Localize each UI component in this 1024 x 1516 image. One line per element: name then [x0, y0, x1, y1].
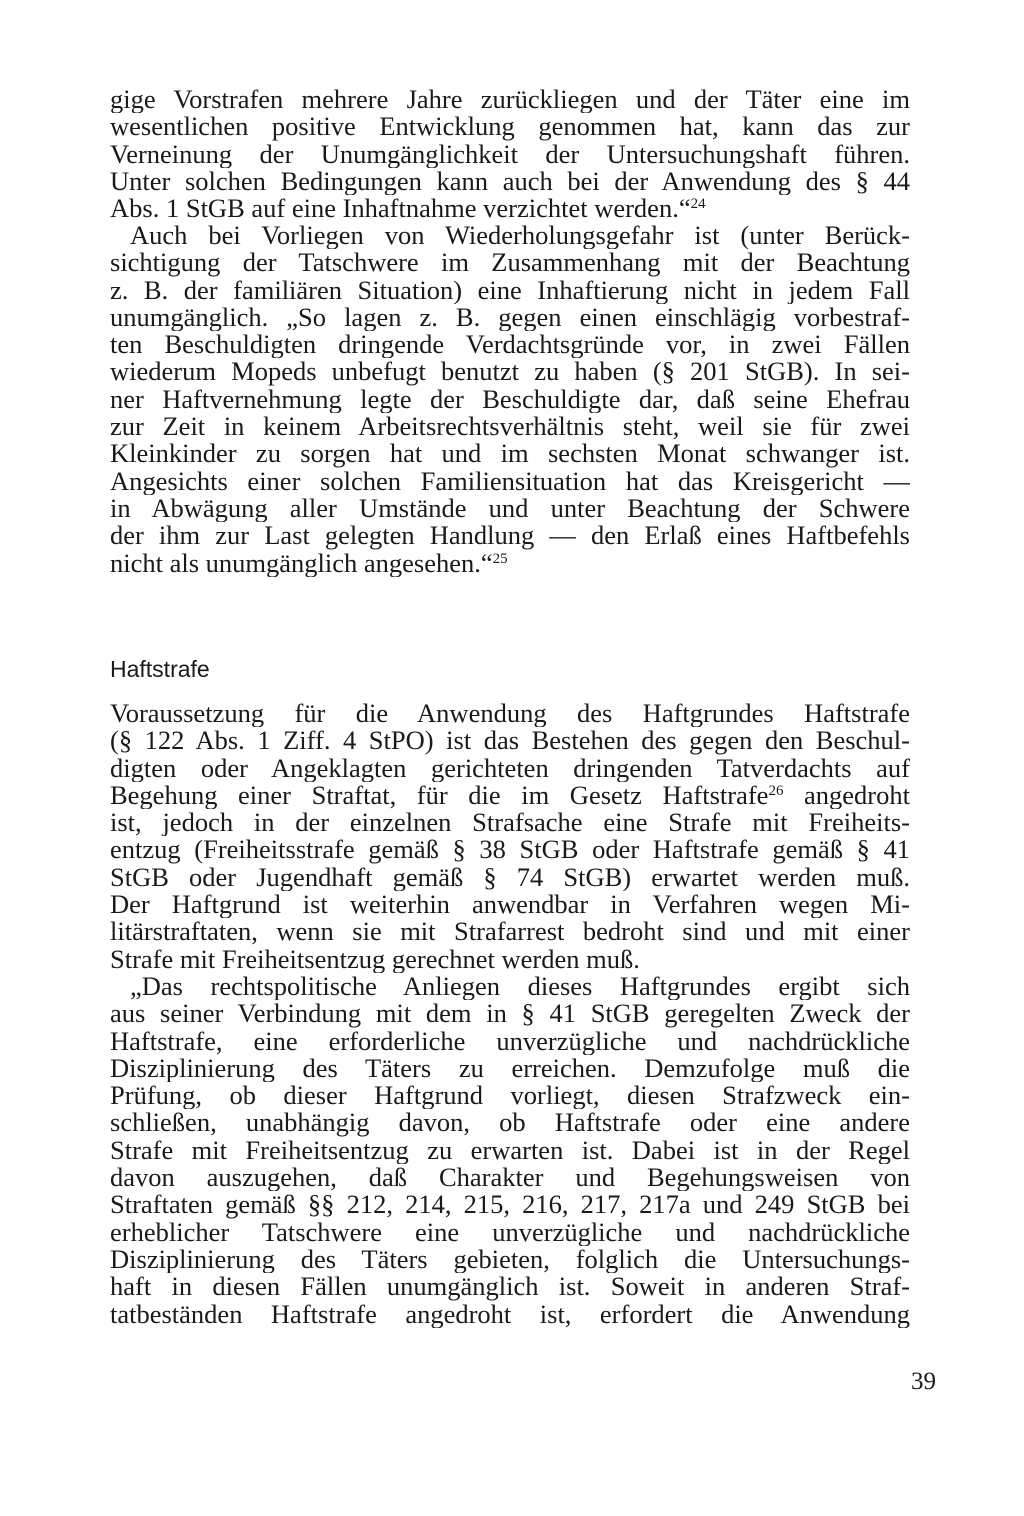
text-line: Strafe mit Freiheitsentzug gerechnet werden muß.: [110, 945, 640, 973]
text-line: z. B. der familiären Situation) eine Inhaftierung nicht in jedem Fall: [110, 276, 910, 304]
text-line: schließen, unabhängig davon, ob Haftstrafe oder eine andere: [110, 1109, 910, 1137]
footnote-marker: 25: [492, 550, 508, 567]
text-line: ner Haftvernehmung legte der Beschuldigte dar, daß seine Ehefrau: [110, 385, 910, 414]
paragraph-2: [110, 222, 910, 577]
text-line: zur Zeit in keinem Arbeitsrechtsverhältnis steht, weil sie für zwei: [110, 413, 910, 441]
paragraph-1: [110, 86, 910, 222]
text-line: entzug (Freiheitsstrafe gemäß § 38 StGB oder Haftstrafe gemäß § 41: [110, 836, 910, 864]
text-line: [110, 550, 910, 577]
text-line: Prüfung, ob dieser Haftgrund vorliegt, diesen Strafzweck ein-: [110, 1082, 910, 1110]
text-line: gige Vorstrafen mehrere Jahre zurückliegen und der Täter eine im: [110, 86, 910, 114]
text-line: [110, 195, 910, 222]
text-line: sichtigung der Tatschwere im Zusammenhang mit der Beachtung: [110, 249, 910, 277]
text-line: erheblicher Tatschwere eine unverzügliche und nachdrückliche: [110, 1218, 910, 1246]
section-heading: Haftstrafe: [110, 656, 210, 682]
text-line: (§ 122 Abs. 1 Ziff. 4 StPO) ist das Bestehen des gegen den Beschul-: [110, 727, 910, 755]
text-line: Der Haftgrund ist weiterhin anwendbar in Verfahren wegen Mi-: [110, 891, 910, 919]
text-fragment: nicht als unumgänglich angesehen.“: [110, 549, 493, 577]
text-line: Disziplinierung des Täters zu erreichen. Demzufolge muß die: [110, 1054, 910, 1083]
text-line: tatbeständen Haftstrafe angedroht ist, erfordert die Anwendung: [110, 1300, 910, 1328]
text-line: litärstraftaten, wenn sie mit Strafarrest bedroht sind und mit einer: [110, 918, 910, 946]
text-line: wesentlichen positive Entwicklung genommen hat, kann das zur: [110, 113, 910, 141]
text-line: Haftstrafe, eine erforderliche unverzügliche und nachdrückliche: [110, 1027, 910, 1055]
text-line: digten oder Angeklagten gerichteten dringenden Tatverdachts auf: [110, 754, 910, 782]
text-fragment: angedroht: [783, 781, 910, 810]
text-line: Straftaten gemäß §§ 212, 214, 215, 216, 217, 217a und 249 StGB bei: [110, 1191, 910, 1219]
text-line: Unter solchen Bedingungen kann auch bei der Anwendung des § 44: [110, 167, 910, 196]
text-line: Voraussetzung für die Anwendung des Haftgrundes Haftstrafe: [110, 700, 910, 728]
footnote-marker: 24: [690, 196, 706, 213]
paragraph-3: [110, 700, 910, 973]
text-line: Angesichts einer solchen Familiensituation hat das Kreisgericht —: [110, 467, 910, 495]
text-line: [110, 782, 910, 809]
text-line: Verneinung der Unumgänglichkeit der Untersuchungshaft führen.: [110, 140, 910, 168]
text-line: StGB oder Jugendhaft gemäß § 74 StGB) erwartet werden muß.: [110, 863, 910, 892]
text-line: in Abwägung aller Umstände und unter Beachtung der Schwere: [110, 494, 910, 523]
text-line: ist, jedoch in der einzelnen Strafsache eine Strafe mit Freiheits-: [110, 809, 910, 837]
text-line: davon auszugehen, daß Charakter und Begehungsweisen von: [110, 1164, 910, 1192]
text-line: haft in diesen Fällen unumgänglich ist. Soweit in anderen Straf-: [110, 1273, 910, 1301]
page-number: 39: [911, 1368, 936, 1395]
text-line: Strafe mit Freiheitsentzug zu erwarten ist. Dabei ist in der Regel: [110, 1136, 910, 1165]
paragraph-4: [110, 973, 910, 1328]
text-line: wiederum Mopeds unbefugt benutzt zu haben (§ 201 StGB). In sei-: [110, 358, 910, 386]
text-fragment: Begehung einer Straftat, für die im Gesetz Haftstrafe: [110, 781, 769, 810]
text-line: Disziplinierung des Täters gebieten, folglich die Untersuchungs-: [110, 1245, 910, 1274]
text-line: unumgänglich. „So lagen z. B. gegen einen einschlägig vorbestraf-: [110, 303, 910, 332]
footnote-marker: 26: [768, 782, 784, 799]
text-line: aus seiner Verbindung mit dem in § 41 StGB geregelten Zweck der: [110, 1000, 910, 1028]
text-line: der ihm zur Last gelegten Handlung — den Erlaß eines Haftbefehls: [110, 522, 910, 550]
text-line: „Das rechtspolitische Anliegen dieses Haftgrundes ergibt sich: [130, 973, 910, 1001]
text-line: Kleinkinder zu sorgen hat und im sechsten Monat schwanger ist.: [110, 440, 910, 468]
text-line: Auch bei Vorliegen von Wiederholungsgefahr ist (unter Berück-: [130, 222, 910, 250]
text-line: ten Beschuldigten dringende Verdachtsgründe vor, in zwei Fällen: [110, 331, 910, 359]
text-fragment: Abs. 1 StGB auf eine Inhaftnahme verzichtet werden.“: [110, 195, 691, 223]
